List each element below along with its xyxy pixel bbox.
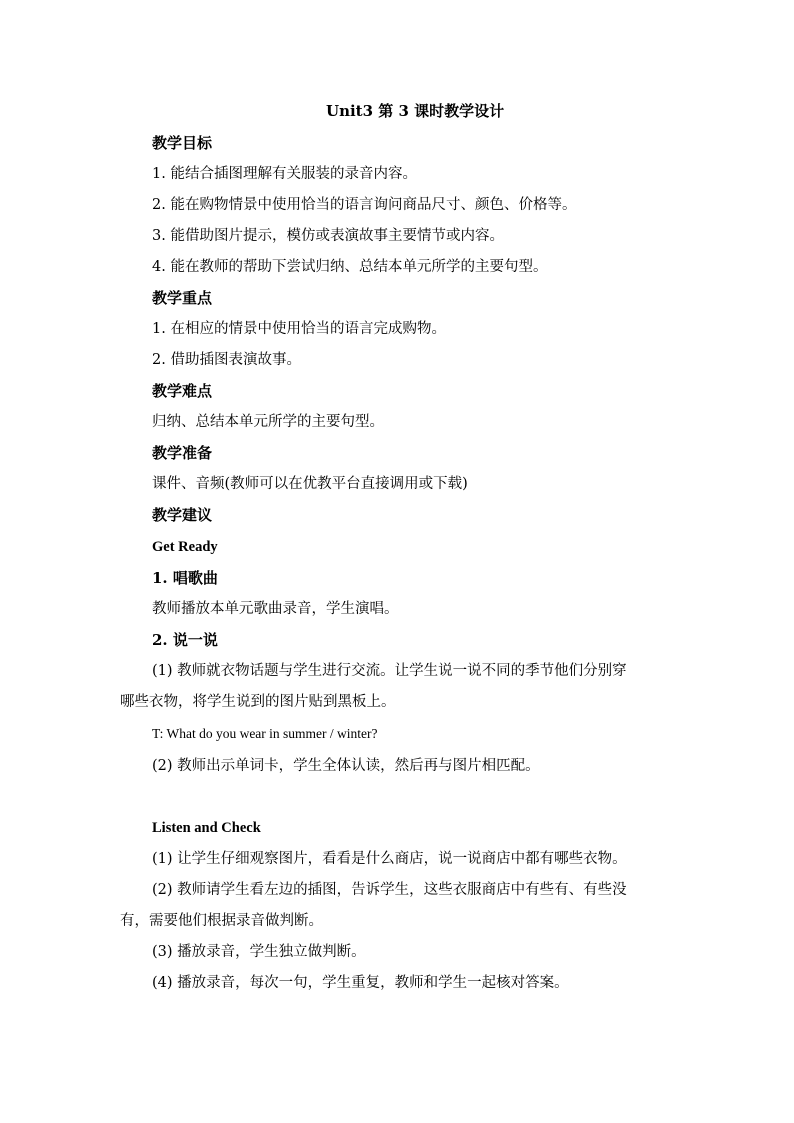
key-point-item-1: 1. 在相应的情景中使用恰当的语言完成购物。 xyxy=(152,321,446,337)
listen-paragraph-4: (4) 播放录音，每次一句，学生重复，教师和学生一起核对答案。 xyxy=(152,975,569,991)
goal-item-4: 4. 能在教师的帮助下尝试归纳、总结本单元所学的主要句型。 xyxy=(152,259,548,275)
listen-and-check-heading: Listen and Check xyxy=(152,820,261,836)
key-point-item-2: 2. 借助插图表演故事。 xyxy=(152,352,301,368)
goal-item-1: 1. 能结合插图理解有关服装的录音内容。 xyxy=(152,166,417,182)
talk-heading: 2. 说一说 xyxy=(152,631,218,649)
talk-paragraph-2: (2) 教师出示单词卡，学生全体认读，然后再与图片相匹配。 xyxy=(152,758,540,774)
goal-item-2: 2. 能在购物情景中使用恰当的语言询问商品尺寸、颜色、价格等。 xyxy=(152,197,577,213)
listen-paragraph-2-line-1: (2) 教师请学生看左边的插图，告诉学生，这些衣服商店中有些有、有些没 xyxy=(152,882,627,898)
section-heading-difficulties: 教学难点 xyxy=(152,382,213,400)
listen-paragraph-2-line-2: 有，需要他们根据录音做判断。 xyxy=(120,913,323,929)
preparation-text: 课件、音频(教师可以在优教平台直接调用或下载) xyxy=(152,476,468,492)
sing-heading: 1. 唱歌曲 xyxy=(152,569,218,587)
sing-text: 教师播放本单元歌曲录音，学生演唱。 xyxy=(152,601,399,617)
section-heading-goals: 教学目标 xyxy=(152,134,213,152)
section-heading-suggestions: 教学建议 xyxy=(152,506,213,524)
document-title: Unit3 第 3 课时教学设计 xyxy=(326,102,505,120)
talk-dialogue: T: What do you wear in summer / winter? xyxy=(152,726,378,741)
listen-paragraph-1: (1) 让学生仔细观察图片，看看是什么商店，说一说商店中都有哪些衣物。 xyxy=(152,851,627,867)
goal-item-3: 3. 能借助图片提示，模仿或表演故事主要情节或内容。 xyxy=(152,228,504,244)
section-heading-preparation: 教学准备 xyxy=(152,444,213,462)
get-ready-heading: Get Ready xyxy=(152,539,218,555)
listen-paragraph-3: (3) 播放录音，学生独立做判断。 xyxy=(152,944,366,960)
section-heading-key-points: 教学重点 xyxy=(152,289,213,307)
talk-paragraph-1-line-2: 哪些衣物，将学生说到的图片贴到黑板上。 xyxy=(120,694,396,710)
talk-paragraph-1-line-1: (1) 教师就衣物话题与学生进行交流。让学生说一说不同的季节他们分别穿 xyxy=(152,663,627,679)
difficulties-text: 归纳、总结本单元所学的主要句型。 xyxy=(152,414,384,430)
